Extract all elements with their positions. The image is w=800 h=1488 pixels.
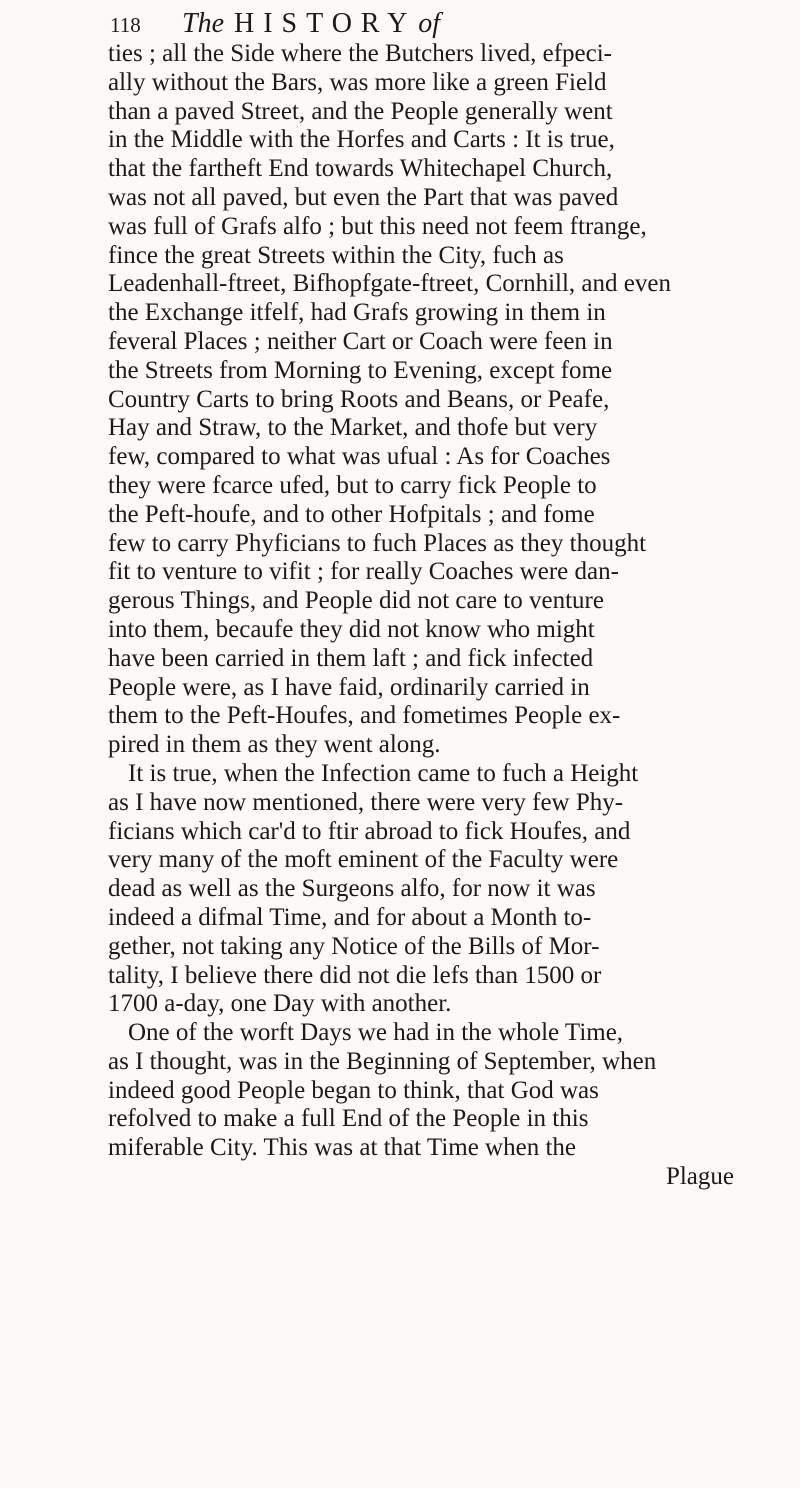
text-line: as I have now mentioned, there were very few Phy-	[108, 788, 624, 816]
text-line: they were fcarce ufed, but to carry fick People to	[108, 471, 597, 499]
text-line: gether, not taking any Notice of the Bills of Mor-	[108, 932, 600, 960]
text-line: the Streets from Morning to Evening, except fome	[108, 356, 613, 384]
running-head-of: of	[418, 8, 441, 39]
page-number: 118	[110, 13, 141, 37]
body-text	[108, 40, 734, 1480]
text-line: in the Middle with the Horfes and Carts : It is true,	[108, 126, 615, 154]
text-line: than a paved Street, and the People generally went	[108, 97, 613, 125]
text-line: the Peft-houfe, and to other Hofpitals ; and fome	[108, 500, 595, 528]
text-line: the Exchange itfelf, had Grafs growing in them in	[108, 299, 606, 327]
text-line: 1700 a-day, one Day with another.	[108, 990, 452, 1018]
text-line: few to carry Phyficians to fuch Places as they thought	[108, 529, 647, 557]
running-head	[110, 6, 710, 42]
text-line: as I thought, was in the Beginning of September, when	[108, 1047, 657, 1075]
text-line: People were, as I have faid, ordinarily carried in	[108, 673, 590, 701]
text-line: ties ; all the Side where the Butchers lived, efpeci-	[108, 40, 612, 67]
text-line: One of the worft Days we had in the whole Time,	[128, 1019, 624, 1047]
text-line: into them, becaufe they did not know who might	[108, 615, 595, 643]
text-line: few, compared to what was ufual : As for Coaches	[108, 443, 611, 471]
text-line: very many of the moft eminent of the Faculty were	[108, 846, 619, 874]
text-line: indeed a difmal Time, and for about a Month to-	[108, 903, 592, 931]
text-line: indeed good People began to think, that God was	[108, 1076, 599, 1104]
text-line: gerous Things, and People did not care to venture	[108, 587, 604, 615]
text-line: feveral Places ; neither Cart or Coach were feen in	[108, 327, 613, 355]
text-line: was full of Grafs alfo ; but this need not feem ftrange,	[108, 212, 647, 240]
text-line: dead as well as the Surgeons alfo, for now it was	[108, 875, 596, 903]
text-line: Leadenhall-ftreet, Bifhopfgate-ftreet, Cornhill, and even	[108, 270, 671, 298]
text-line: Country Carts to bring Roots and Beans, or Peafe,	[108, 385, 610, 413]
running-head-title: HISTORY	[234, 8, 417, 39]
text-line: have been carried in them laft ; and fick infected	[108, 644, 594, 672]
text-line: ficians which car'd to ftir abroad to fick Houfes, and	[108, 817, 631, 845]
text-line: pired in them as they went along.	[108, 731, 441, 759]
text-line: Hay and Straw, to the Market, and thofe but very	[108, 414, 598, 442]
text-line: tality, I believe there did not die lefs than 1500 or	[108, 961, 602, 989]
running-head-the: The	[182, 8, 224, 39]
text-line: that the fartheft End towards Whitechapel Church,	[108, 155, 613, 183]
text-line: miferable City. This was at that Time when the	[108, 1134, 576, 1162]
text-line: was not all paved, but even the Part that was paved	[108, 183, 619, 211]
text-line: fit to venture to vifit ; for really Coaches were dan-	[108, 558, 619, 586]
text-line: them to the Peft-Houfes, and fometimes People ex-	[108, 702, 621, 730]
text-line: It is true, when the Infection came to fuch a Height	[128, 759, 639, 787]
text-line: ally without the Bars, was more like a green Field	[108, 68, 607, 96]
catchword: Plague	[665, 1163, 734, 1191]
text-line: fince the great Streets within the City, fuch as	[108, 241, 564, 269]
text-line: refolved to make a full End of the People in this	[108, 1105, 589, 1133]
